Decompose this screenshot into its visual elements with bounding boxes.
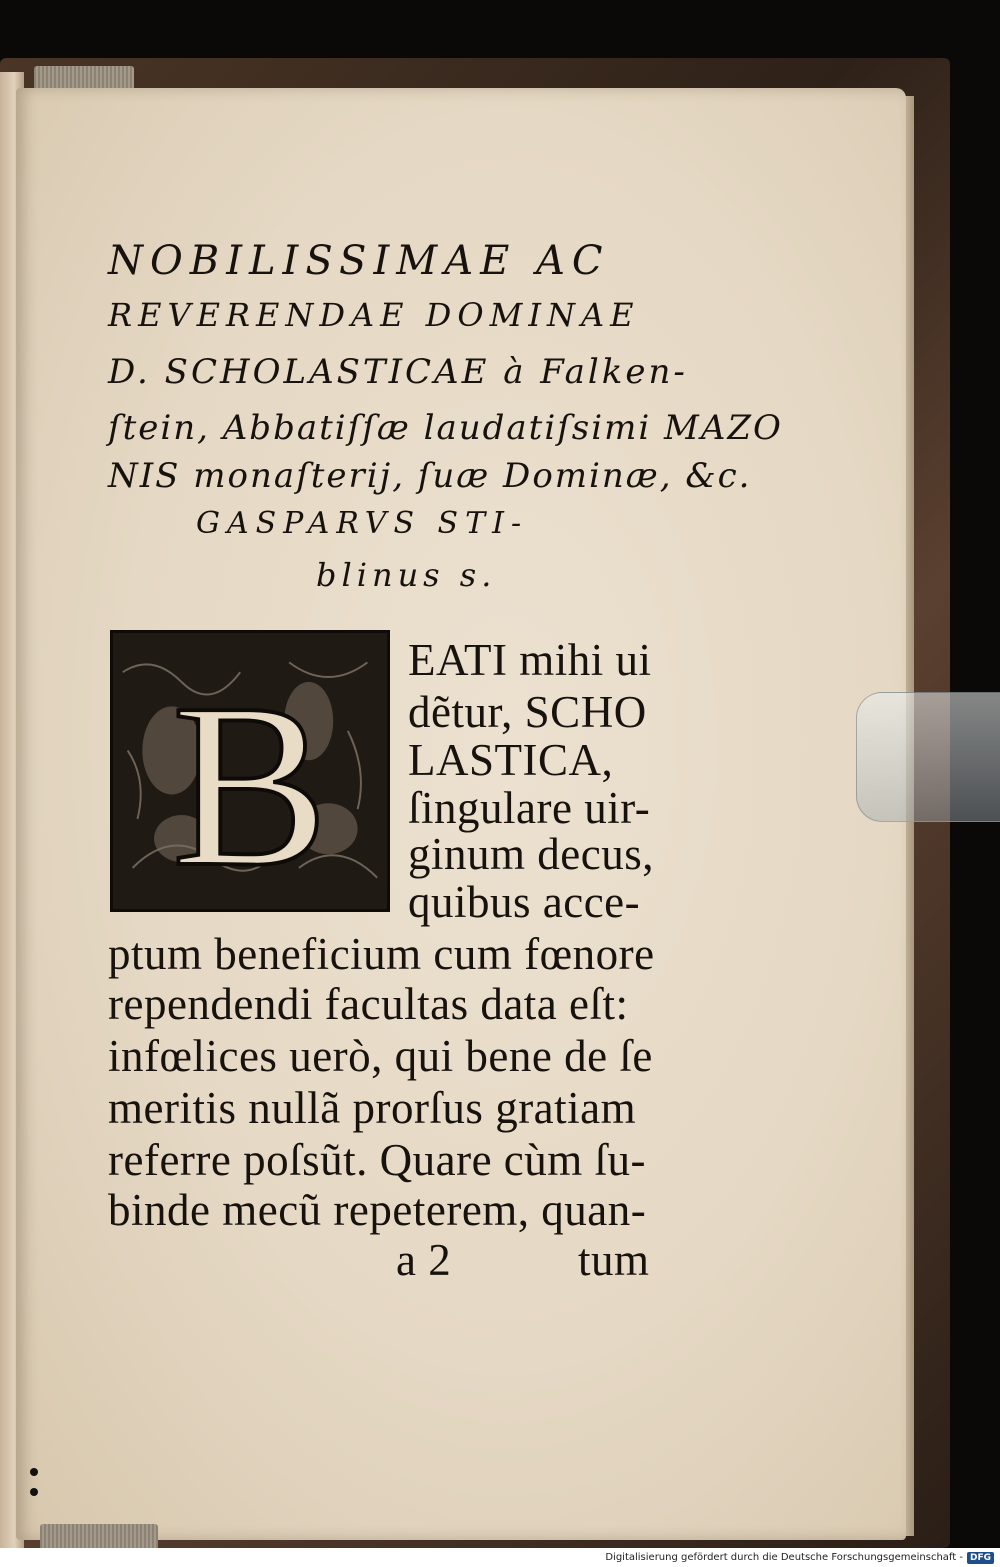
body-line-1: EATI mihi ui (408, 635, 652, 685)
body-line-8: rependendi facultas data eſt: (108, 979, 629, 1029)
digitization-notice: Digitalisierung gefördert durch die Deutsche Forschungsgemeinschaft - (605, 1552, 963, 1563)
body-line-6: quibus acce- (408, 877, 641, 927)
dfg-logo-icon: DFG (967, 1552, 994, 1564)
heading-line-1: NOBILISSIMAE AC (108, 238, 610, 284)
heading-line-2: REVERENDAE DOMINAE (108, 296, 640, 334)
binding-holes (30, 1468, 38, 1508)
author-line-2: blinus s. (316, 556, 497, 594)
body-line-10: meritis nullã prorſus gratiam (108, 1083, 637, 1133)
binding-hole (30, 1468, 38, 1476)
body-line-9: infœlices uerò, qui bene de ſe (108, 1031, 653, 1081)
heading-line-5: NIS monaſterij, ſuæ Dominæ, &c. (108, 456, 752, 496)
body-line-4: ſingulare uir- (408, 783, 651, 833)
binding-hole (30, 1488, 38, 1496)
decorated-initial (110, 630, 390, 912)
body-line-12: binde mecũ repeterem, quan- (108, 1185, 647, 1235)
heading-line-4: ſtein, Abbatiſſæ laudatiſsimi MAZO (108, 408, 783, 448)
body-line-5: ginum decus, (408, 829, 654, 879)
heading-line-3: D. SCHOLASTICAE à Falken- (108, 352, 688, 392)
body-line-11: referre poſsũt. Quare cùm ſu- (108, 1135, 647, 1185)
author-line-1: GASPARVS STI- (196, 506, 529, 541)
initial-letter: B (171, 654, 329, 909)
body-line-7: ptum beneficium cum fœnore (108, 929, 655, 979)
catchword: tum (578, 1235, 650, 1285)
signature-mark: a 2 (396, 1235, 452, 1285)
digitization-footer (0, 1548, 1000, 1567)
body-line-2: dẽtur, SCHO (408, 687, 647, 737)
body-line-3: LASTICA, (408, 735, 614, 785)
